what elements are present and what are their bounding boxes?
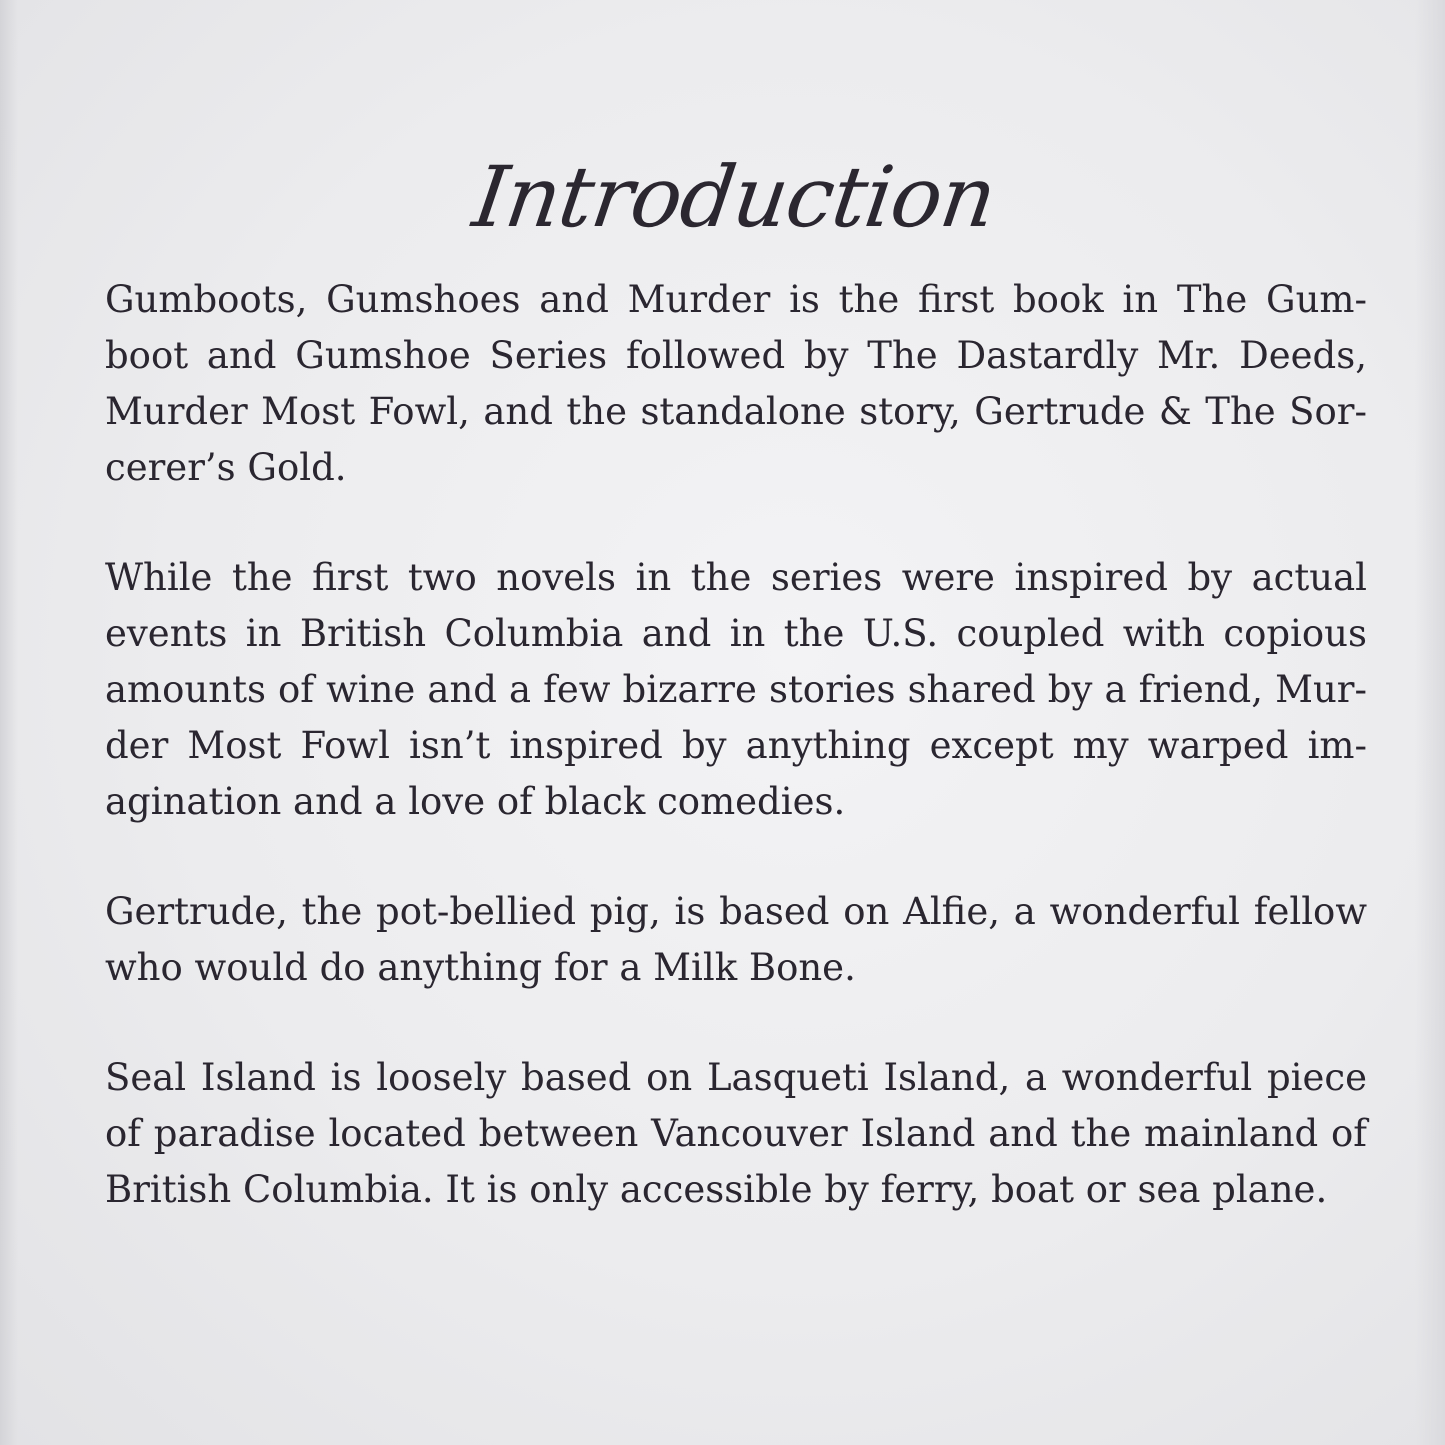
paragraph-gertrude: Gertrude, the pot-bellied pig, is based on Alfie, a wonderful fellow who would do anything for a Milk Bone. [105, 890, 1367, 989]
paragraph-seal-island: Seal Island is loosely based on Lasqueti Island, a wonderful piece of paradise located between Vancouver Island and the mainland of British Columbia. It is only accessible by ferry, boat or sea plane. [105, 1056, 1367, 1211]
introduction-body [105, 272, 1367, 1272]
paragraph-series-overview: Gumboots, Gumshoes and Murder is the first book in The Gumboot and Gumshoe Series followed by The Dastardly Mr. Deeds, Murder Most Fowl, and the standalone story, Gertrude & The Sorcerer’s Gold. [105, 278, 1367, 489]
paragraph-inspiration: While the first two novels in the series were inspired by actual events in British Columbia and in the U.S. coupled with copious amounts of wine and a few bizarre stories shared by a friend, Murder Most Fowl isn’t inspired by anything except my warped imagination and a love of black comedies. [105, 556, 1367, 823]
page-title: Introduction [467, 148, 1002, 247]
